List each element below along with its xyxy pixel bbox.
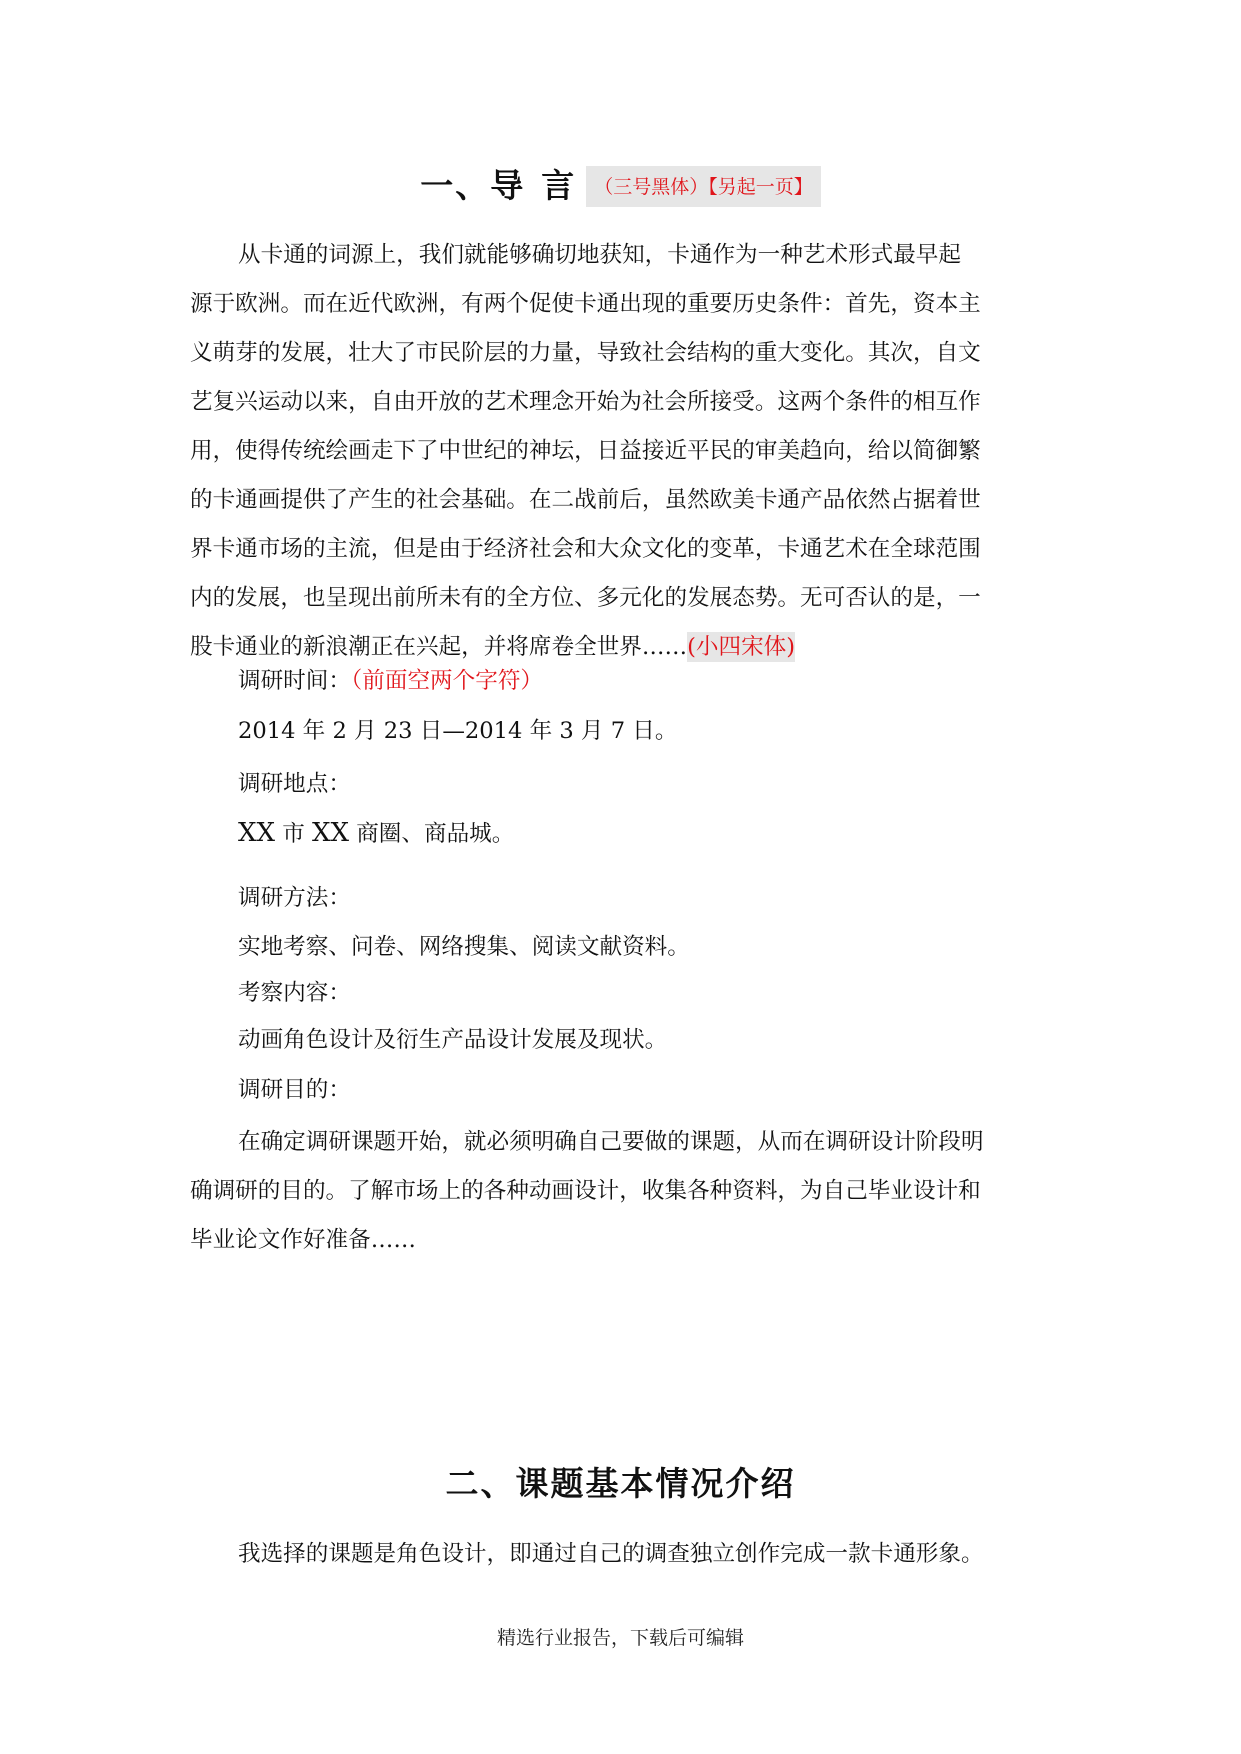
- page-footer: 精选行业报告，下载后可编辑: [496, 1627, 744, 1649]
- paragraph-line-last: 股卡通业的新浪潮正在兴起，并将席卷全世界……(小四宋体): [190, 634, 796, 660]
- intro-paragraph: [190, 231, 1052, 672]
- research-place-value: XX 市 XX 商圈、商品城。: [238, 818, 515, 848]
- heading-format-note: （三号黑体）【另起一页】: [586, 166, 821, 207]
- purpose-label: 调研目的：: [238, 1077, 351, 1103]
- paragraph-line: 源于欧洲。而在近代欧洲，有两个促使卡通出现的重要历史条件：首先，资本主: [190, 291, 981, 317]
- paragraph-format-note: (小四宋体): [687, 634, 796, 660]
- research-time-label: 调研时间：: [238, 668, 351, 694]
- inspection-value: 动画角色设计及衍生产品设计发展及现状。: [238, 1027, 668, 1053]
- paragraph-line: 用，使得传统绘画走下了中世纪的神坛，日益接近平民的审美趋向，给以简御繁: [190, 438, 981, 464]
- paragraph-line: 从卡通的词源上，我们就能够确切地获知，卡通作为一种艺术形式最早起: [238, 242, 961, 268]
- inspection-label: 考察内容：: [238, 980, 351, 1006]
- paragraph-line: 的卡通画提供了产生的社会基础。在二战前后，虽然欧美卡通产品依然占据着世: [190, 487, 981, 513]
- research-method-value: 实地考察、问卷、网络搜集、阅读文献资料。: [238, 934, 690, 960]
- paragraph-line: 在确定调研课题开始，就必须明确自己要做的课题，从而在调研设计阶段明: [238, 1129, 984, 1155]
- indent-format-note: （前面空两个字符）: [350, 668, 544, 694]
- paragraph-line: 义萌芽的发展，壮大了市民阶层的力量，导致社会结构的重大变化。其次，自文: [190, 340, 981, 366]
- section-1-heading-row: [0, 160, 1241, 207]
- paragraph-line: 毕业论文作好准备……: [190, 1227, 416, 1253]
- research-time-label-line: [238, 663, 543, 695]
- research-place-label: 调研地点：: [238, 771, 351, 797]
- section-2-title: 二、课题基本情况介绍: [445, 1464, 796, 1503]
- research-method-label: 调研方法：: [238, 885, 351, 911]
- paragraph-line: 界卡通市场的主流，但是由于经济社会和大众文化的变革，卡通艺术在全球范围: [190, 536, 981, 562]
- paragraph-line: 艺复兴运动以来，自由开放的艺术理念开始为社会所接受。这两个条件的相互作: [190, 389, 981, 415]
- purpose-paragraph: [190, 1118, 1052, 1265]
- section-1-title: 一、导 言: [420, 166, 577, 205]
- section-2-heading-row: [0, 1458, 1241, 1505]
- section-2-paragraph: 我选择的课题是角色设计，即通过自己的调查独立创作完成一款卡通形象。: [238, 1541, 984, 1567]
- paragraph-line: 内的发展，也呈现出前所未有的全方位、多元化的发展态势。无可否认的是，一: [190, 585, 981, 611]
- paragraph-line: 确调研的目的。了解市场上的各种动画设计，收集各种资料，为自己毕业设计和: [190, 1178, 981, 1204]
- research-time-value: 2014 年 2 月 23 日—2014 年 3 月 7 日。: [238, 718, 678, 744]
